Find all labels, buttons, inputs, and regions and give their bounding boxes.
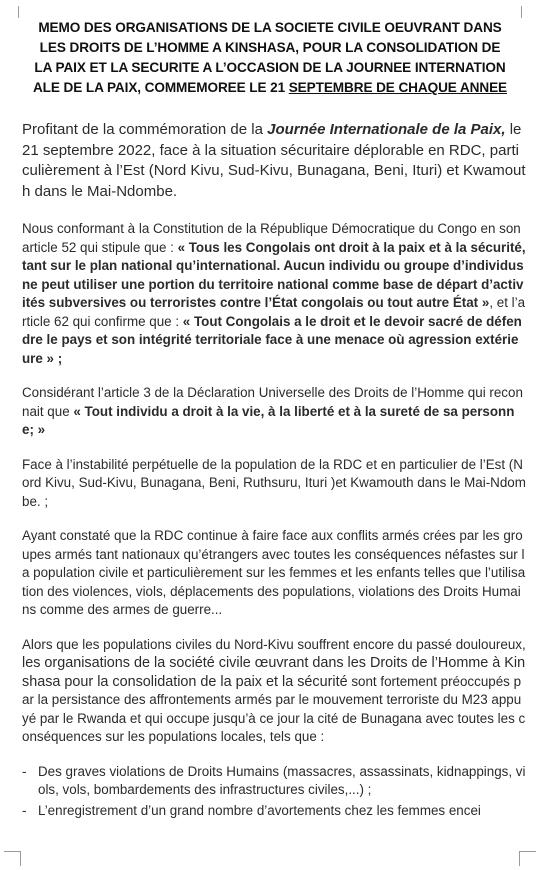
memo-body <box>22 120 526 822</box>
article-52-quote: « Tous les Congolais ont droit à la paix et à la sécurité, tant sur le plan national qu’international. Aucun individu ou groupe d’individus ne peut utiliser une portion du territoire national comme base de départ d’activités subversives ou terroristes contre l’État congolais ou tout autre État » <box>22 239 526 310</box>
instability-paragraph: Face à l’instabilité perpétuelle de la population de la RDC et en particulier de l’Est (Nord Kivu, Sud-Kivu, Bunagana, Beni, Ruthsuru, Ituri )et Kwamouth dans le Mai-Ndombe. ; <box>22 456 526 509</box>
constitution-text-c: , et l’article 62 qui confirme que : <box>22 295 526 329</box>
intro-event-name: Journée Internationale de la Paix, <box>267 121 506 138</box>
article-62-quote: « Tout Congolais a le droit et le devoir sacré de défendre le pays et son intégrité territoriale face à une menace où agression extérieure » ; <box>22 313 522 366</box>
declaration-text-a: Considérant l’article 3 de la Déclaration Universelle des Droits de l’Homme qui reconnait que <box>22 385 523 419</box>
article-3-quote: « Tout individu a droit à la vie, à la liberté et à la sureté de sa personne; » <box>22 403 515 437</box>
corner-mark-top-right <box>521 6 536 18</box>
title-line-2: LES DROITS DE L’HOMME A KINSHASA, POUR LA CONSOLIDATION DE <box>39 40 501 55</box>
title-line-1: MEMO DES ORGANISATIONS DE LA SOCIETE CIVILE OEUVRANT DANS <box>38 20 502 35</box>
title-line-4 <box>16 78 524 98</box>
title-date-underlined: SEPTEMBRE DE CHAQUE ANNEE <box>288 80 508 95</box>
list-item: - L’enregistrement d’un grand nombre d’avortements chez les femmes encei <box>22 802 526 821</box>
concern-text-a: Alors que les populations civiles du Nord-Kivu souffrent encore du passé douloureux, <box>22 636 526 652</box>
corner-mark-top-left <box>4 6 19 18</box>
corner-mark-bottom-right <box>519 851 536 866</box>
title-line-3: LA PAIX ET LA SECURITE A L’OCCASION DE LA JOURNEE INTERNATION <box>34 60 506 75</box>
consequences-list <box>22 763 526 821</box>
declaration-paragraph <box>22 384 526 440</box>
intro-text-c: le 21 septembre 2022, face à la situation sécuritaire déplorable en RDC, particulièrement à l’Est (Nord Kivu, Sud-Kivu, Bunagana, Beni, Ituri) et Kwamouth dans le Mai-Ndombe. <box>22 121 526 200</box>
conflict-paragraph: Ayant constaté que la RDC continue à faire face aux conflits armés crées par les groupes armés tant nationaux qu’étrangers avec toutes les conséquences néfastes sur la population civile et particulièrement sur les femmes et les enfants telles que l’utilisation des violences, viols, déplacements des populations, violations des Droits Humains comme des armes de guerre... <box>22 528 526 617</box>
concern-paragraph <box>22 636 526 747</box>
intro-paragraph <box>22 120 526 202</box>
memo-title <box>16 18 524 98</box>
intro-text-a: Profitant de la commémoration de la <box>22 121 268 138</box>
constitution-paragraph <box>22 220 526 368</box>
list-item: - Des graves violations de Droits Humains (massacres, assassinats, kidnappings, viols, vols, bombardements des infrastructures civiles,...) ; <box>22 763 526 800</box>
concern-organisations: les organisations de la société civile œuvrant dans les Droits de l’Homme à Kinshasa pour la consolidation de la paix et la sécurité <box>22 655 526 690</box>
concern-text-c: sont fortement préoccupés par la persistance des affrontements armés par le mouvement terroriste du M23 appuyé par le Rwanda et qui occupe jusqu’à ce jour la cité de Bunagana avec toutes les conséquences sur les populations locales, tels que : <box>22 673 526 744</box>
constitution-text-a: Nous conformant à la Constitution de la République Démocratique du Congo en son article 52 qui stipule que : <box>22 221 521 255</box>
title-line-4-text: ALE DE LA PAIX, COMMEMOREE LE 21 <box>32 80 289 95</box>
corner-mark-bottom-left <box>4 851 21 866</box>
